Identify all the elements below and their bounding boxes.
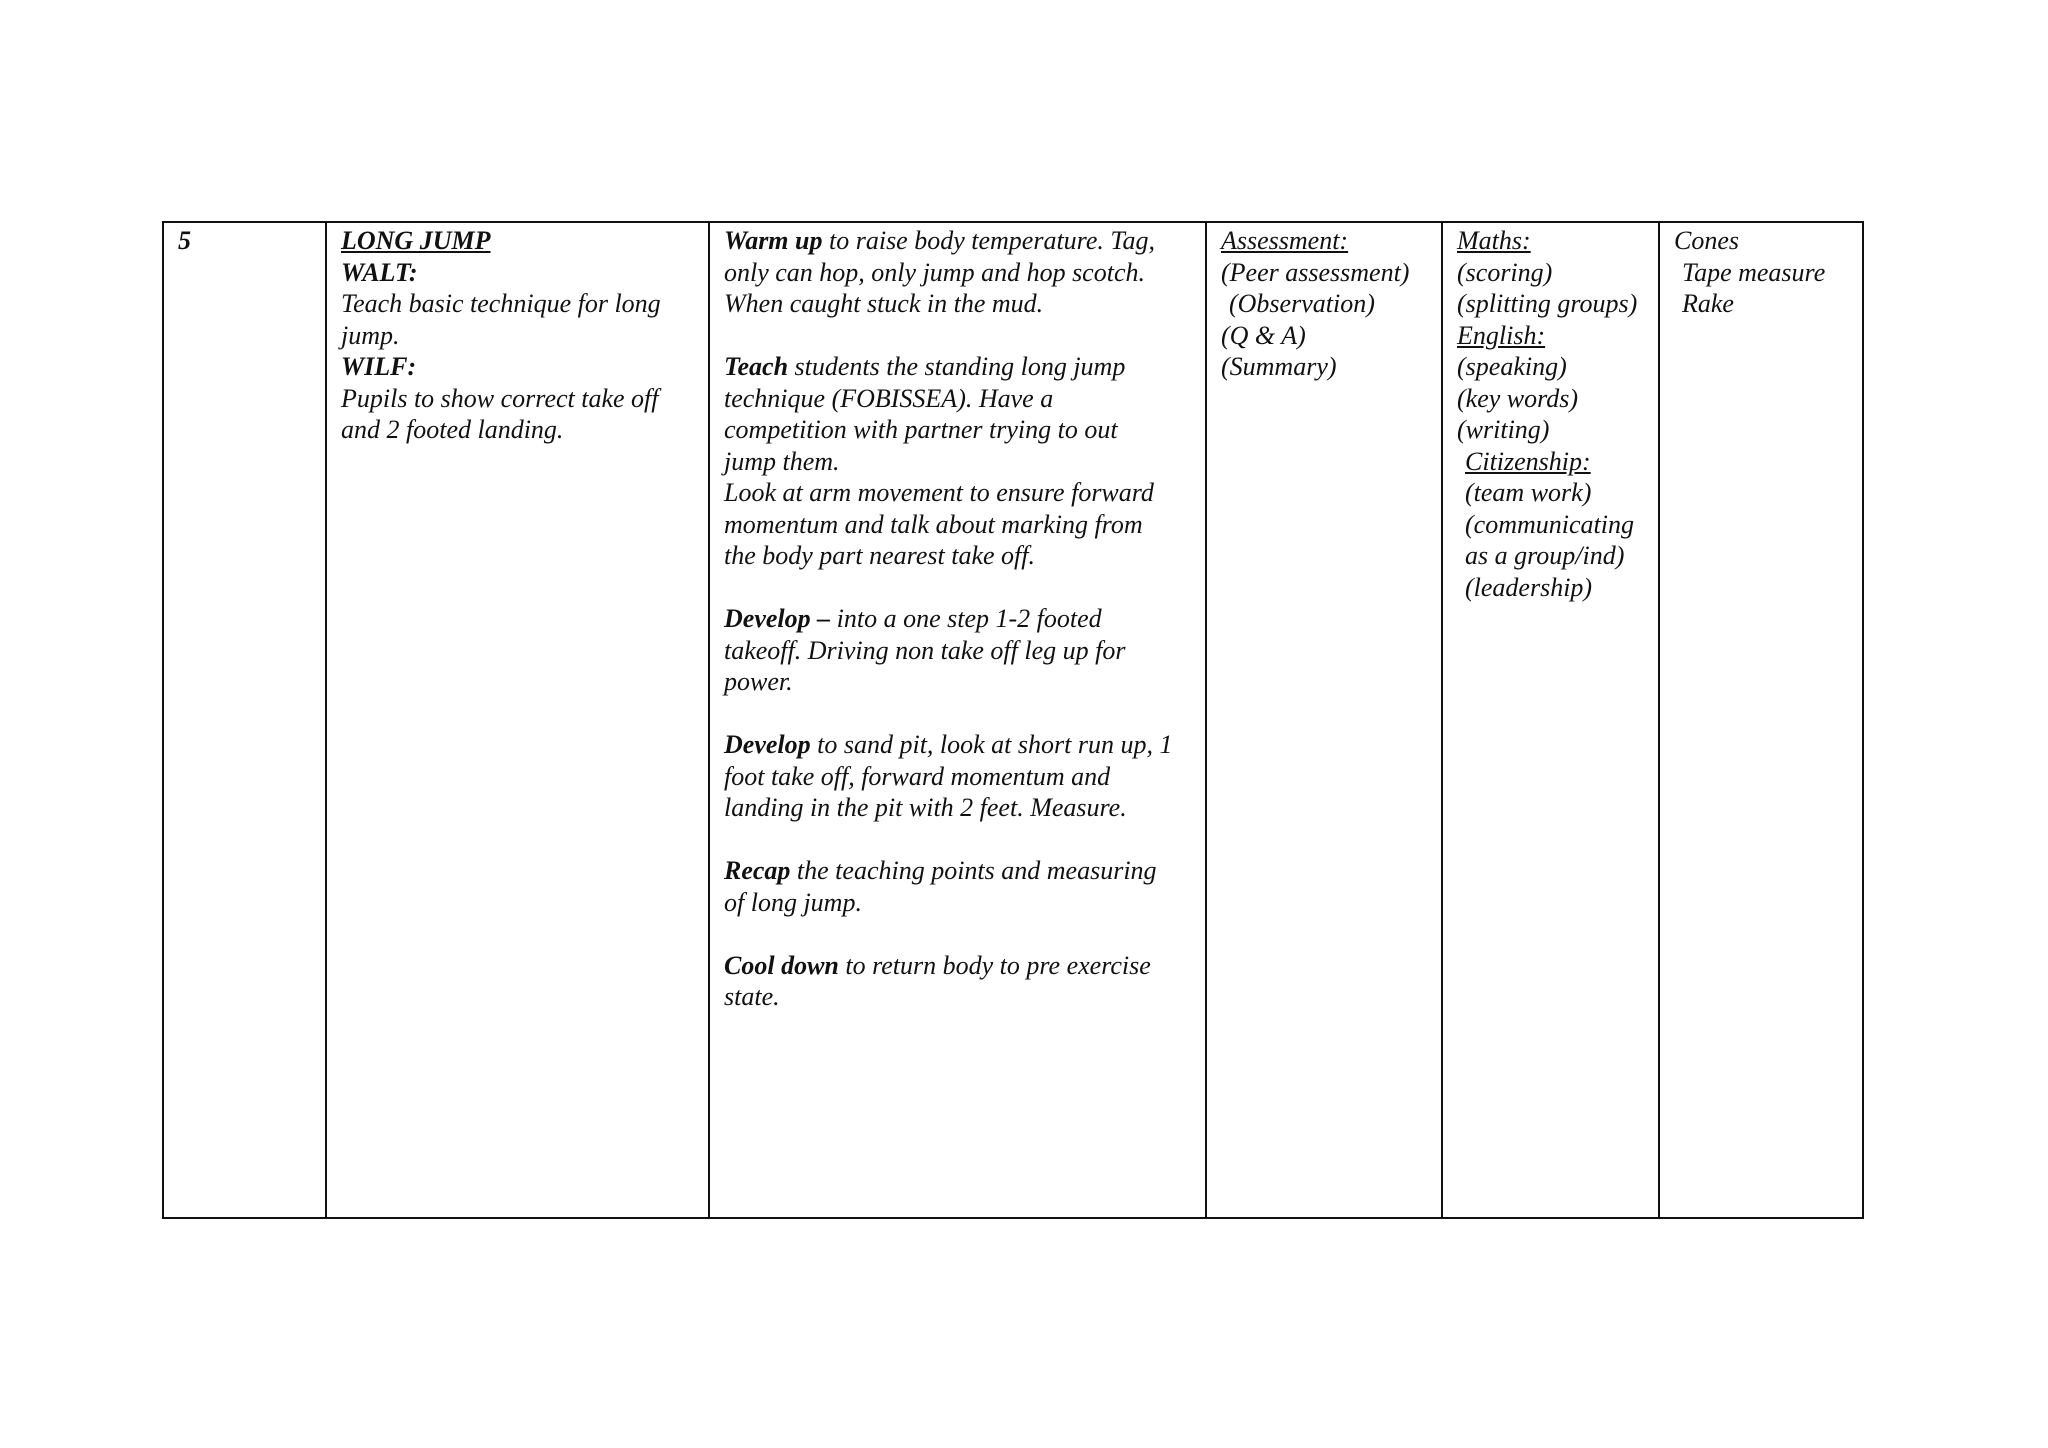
warmup-line [724,225,1191,257]
assessment-item: (Peer assessment) [1221,257,1410,287]
teach-text: the body part nearest take off. [724,541,1035,570]
cooldown-heading: Cool down [724,950,839,980]
warmup-text: When caught stuck in the mud. [724,289,1044,318]
paragraph-gap [724,918,1191,950]
lesson-title: LONG JUMP [341,226,491,255]
wilf-text: Pupils to show correct take off [341,383,659,413]
walt-text: Teach basic technique for long [341,289,661,318]
assessment-item: (Summary) [1221,352,1337,381]
maths-item: (scoring) [1457,257,1553,287]
cooldown-text: state. [724,982,780,1011]
paragraph-gap [724,320,1191,352]
resource-item: Cones [1674,226,1739,255]
maths-item: (splitting groups) [1457,289,1638,318]
recap-line [724,855,1191,887]
citizenship-item: (communicating [1465,509,1634,539]
develop-text: to sand pit, look at short run up, 1 [810,730,1173,759]
walt-label: WALT: [341,257,418,287]
resources-cell [1659,222,1863,1218]
citizenship-item: as a group/ind) [1465,541,1625,570]
objectives-cell [326,222,709,1218]
teach-text: Look at arm movement to ensure forward [724,478,1154,507]
develop-heading: Develop [724,730,811,759]
walt-text: jump. [341,320,400,350]
warmup-heading: Warm up [724,226,823,255]
cross-curricular-cell [1442,222,1659,1218]
teach-text: jump them. [724,446,840,476]
lesson-number: 5 [178,226,191,255]
paragraph-gap [724,572,1191,604]
develop-text: foot take off, forward momentum and [724,761,1111,791]
assessment-cell [1206,222,1442,1218]
teach-text: technique (FOBISSEA). Have a [724,383,1054,413]
paragraph-gap [724,824,1191,856]
develop-line [724,603,1191,635]
teach-heading: Teach [724,352,789,381]
english-item: (key words) [1457,383,1579,413]
activities-cell [709,222,1206,1218]
teach-line [724,351,1191,383]
wilf-text: and 2 footed landing. [341,415,564,444]
maths-label: Maths: [1457,226,1531,255]
assessment-label: Assessment: [1221,226,1349,255]
recap-heading: Recap [724,856,791,885]
english-item: (speaking) [1457,352,1567,381]
lesson-number-cell [163,222,326,1218]
citizenship-item: (leadership) [1465,572,1593,602]
recap-text: of long jump. [724,887,862,917]
cooldown-line [724,950,1191,982]
resource-item: Rake [1682,289,1734,318]
develop-text: takeoff. Driving non take off leg up for [724,635,1126,665]
paragraph-gap [724,698,1191,730]
teach-text: momentum and talk about marking from [724,509,1143,539]
english-label: English: [1457,320,1546,350]
cooldown-text: to return body to pre exercise [838,950,1151,980]
warmup-text: to raise body temperature. Tag, [822,226,1155,255]
teach-text: competition with partner trying to out [724,415,1118,444]
develop-text: landing in the pit with 2 feet. Measure. [724,793,1127,822]
citizenship-item: (team work) [1465,478,1592,507]
teach-text: students the standing long jump [788,352,1126,381]
develop-text: power. [724,667,793,696]
develop-heading: Develop – [724,604,831,633]
warmup-text: only can hop, only jump and hop scotch. [724,257,1145,287]
wilf-label: WILF: [341,352,417,381]
resource-item: Tape measure [1682,257,1826,287]
lesson-plan-table [162,221,1864,1219]
citizenship-label: Citizenship: [1465,446,1591,476]
lesson-row [163,222,1863,1218]
develop-text: into a one step 1-2 footed [830,604,1102,633]
english-item: (writing) [1457,415,1550,444]
assessment-item: (Q & A) [1221,320,1306,350]
assessment-item: (Observation) [1229,289,1375,318]
recap-text: the teaching points and measuring [790,856,1157,885]
develop-line [724,729,1191,761]
